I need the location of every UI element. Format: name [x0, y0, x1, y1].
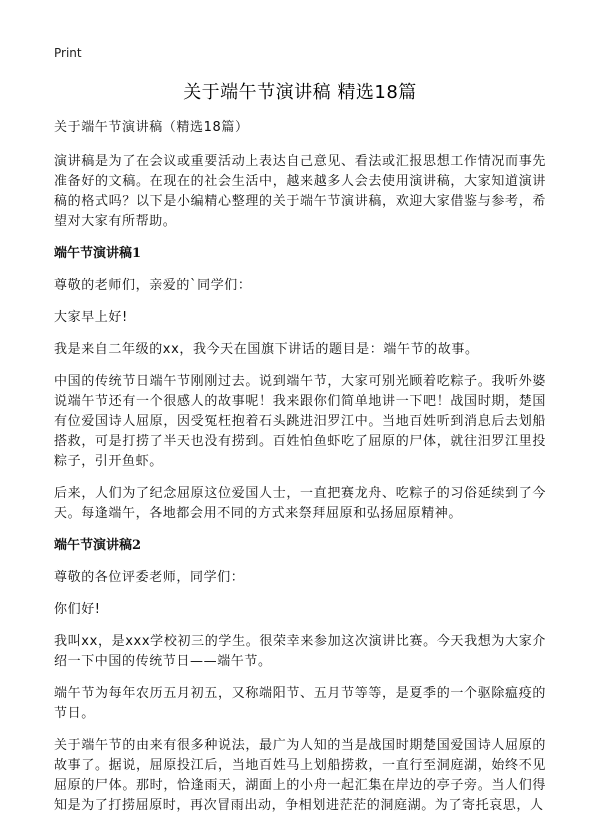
section-heading: 端午节演讲稿1 [54, 246, 142, 261]
body-paragraph: 关于端午节的由来有很多种说法，最广为人知的当是战国时期楚国爱国诗人屈原的故事了。据说，屈原投江后，当地百姓马上划船捞救，一直行至洞庭湖，始终不见屈原的尸体。那时，恰逢雨天，湖面上的小舟一起汇集在岸边的亭子旁。当人们得知是为了打捞屈原时，再次冒雨出动，争相划进茫茫的洞庭湖。为了寄托哀思，人 [54, 738, 546, 813]
salutation: 尊敬的老师们，亲爱的`同学们： [54, 278, 252, 293]
body-paragraph: 我叫xx，是xxx学校初三的学生。很荣幸来参加这次演讲比赛。今天我想为大家介绍一下中国的传统节日——端午节。 [54, 634, 546, 669]
greeting: 大家早上好! [54, 310, 128, 325]
print-link[interactable]: Print [54, 46, 82, 60]
document-body [54, 118, 546, 828]
body-paragraph: 中国的传统节日端午节刚刚过去。说到端午节，大家可别光顾着吃粽子。我听外婆说端午节还有一个很感人的故事呢！我来跟你们简单地讲一下吧！战国时期，楚国有位爱国诗人屈原，因受冤枉抱着石头跳进汨罗江中。当地百姓听到消息后去划船搭救，可是打捞了半天也没有捞到。百姓怕鱼虾吃了屈原的尸体，就往汨罗江里投粽子，引开鱼虾。 [54, 374, 546, 469]
body-paragraph: 端午节为每年农历五月初五，又称端阳节、五月节等等，是夏季的一个驱除瘟疫的节日。 [54, 686, 546, 721]
section-heading: 端午节演讲稿2 [54, 538, 142, 553]
intro-paragraph: 演讲稿是为了在会议或重要活动上表达自己意见、看法或汇报思想工作情况而事先准备好的文稿。在现在的社会生活中，越来越多人会去使用演讲稿，大家知道演讲稿的格式吗？以下是小编精心整理的关于端午节演讲稿，欢迎大家借鉴与参考，希望对大家有所帮助。 [54, 154, 546, 229]
salutation: 尊敬的各位评委老师，同学们： [54, 570, 245, 585]
body-paragraph: 后来，人们为了纪念屈原这位爱国人士，一直把赛龙舟、吃粽子的习俗延续到了今天。每逢端午，各地都会用不同的方式来祭拜屈原和弘扬屈原精神。 [54, 486, 546, 521]
document-subtitle: 关于端午节演讲稿（精选18篇） [54, 120, 249, 135]
page-title: 关于端午节演讲稿 精选18篇 [183, 82, 417, 103]
greeting: 你们好! [54, 602, 101, 617]
body-paragraph: 我是来自二年级的xx，我今天在国旗下讲话的题目是：端午节的故事。 [54, 342, 479, 357]
